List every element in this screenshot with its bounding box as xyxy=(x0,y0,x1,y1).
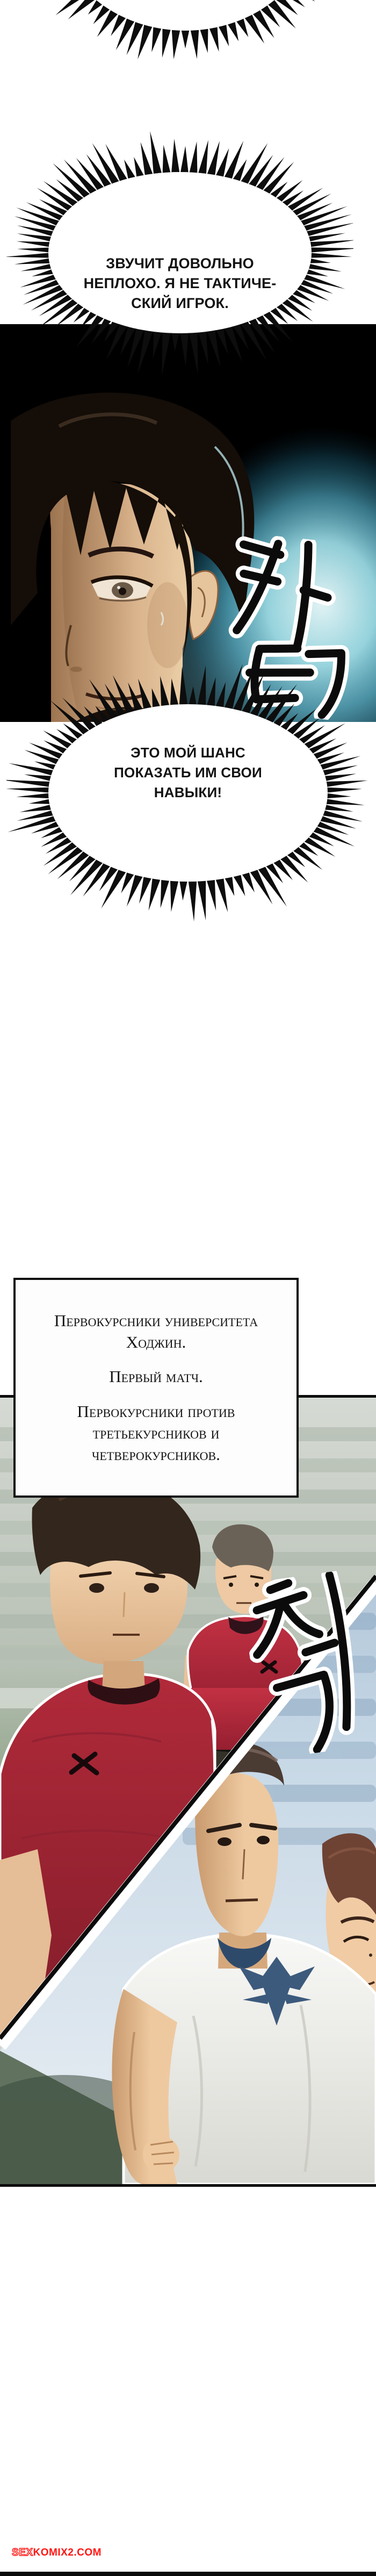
caption-line: Первокурсники против третьекурсников и четверокурсников. xyxy=(77,1401,235,1464)
speech-text-2: ЭТО МОЙ ШАНС ПОКАЗАТЬ ИМ СВОИ НАВЫКИ! xyxy=(114,745,262,800)
sfx-cheok-icon xyxy=(240,1568,376,1761)
watermark xyxy=(12,2547,102,2559)
watermark-prefix: SEX xyxy=(12,2547,33,2558)
panel-teams xyxy=(0,1395,376,2187)
speech-text-1: ЗВУЧИТ ДОВОЛЬНО НЕПЛОХО. Я НЕ ТАКТИЧЕ- СКИЙ ИГРОК. xyxy=(83,255,277,311)
caption-box xyxy=(13,1278,299,1498)
caption-line: Первый матч. xyxy=(109,1367,203,1386)
speech-bubble-cutoff xyxy=(21,0,350,66)
watermark-domain: KOMIX2.COM xyxy=(33,2547,102,2558)
speech-bubble-2 xyxy=(6,662,370,924)
speech-bubble-1 xyxy=(6,130,353,375)
teams-art xyxy=(0,1398,376,2184)
caption-line: Первокурсники университета Ходжин. xyxy=(54,1311,258,1351)
page-bottom-border xyxy=(0,2572,376,2576)
